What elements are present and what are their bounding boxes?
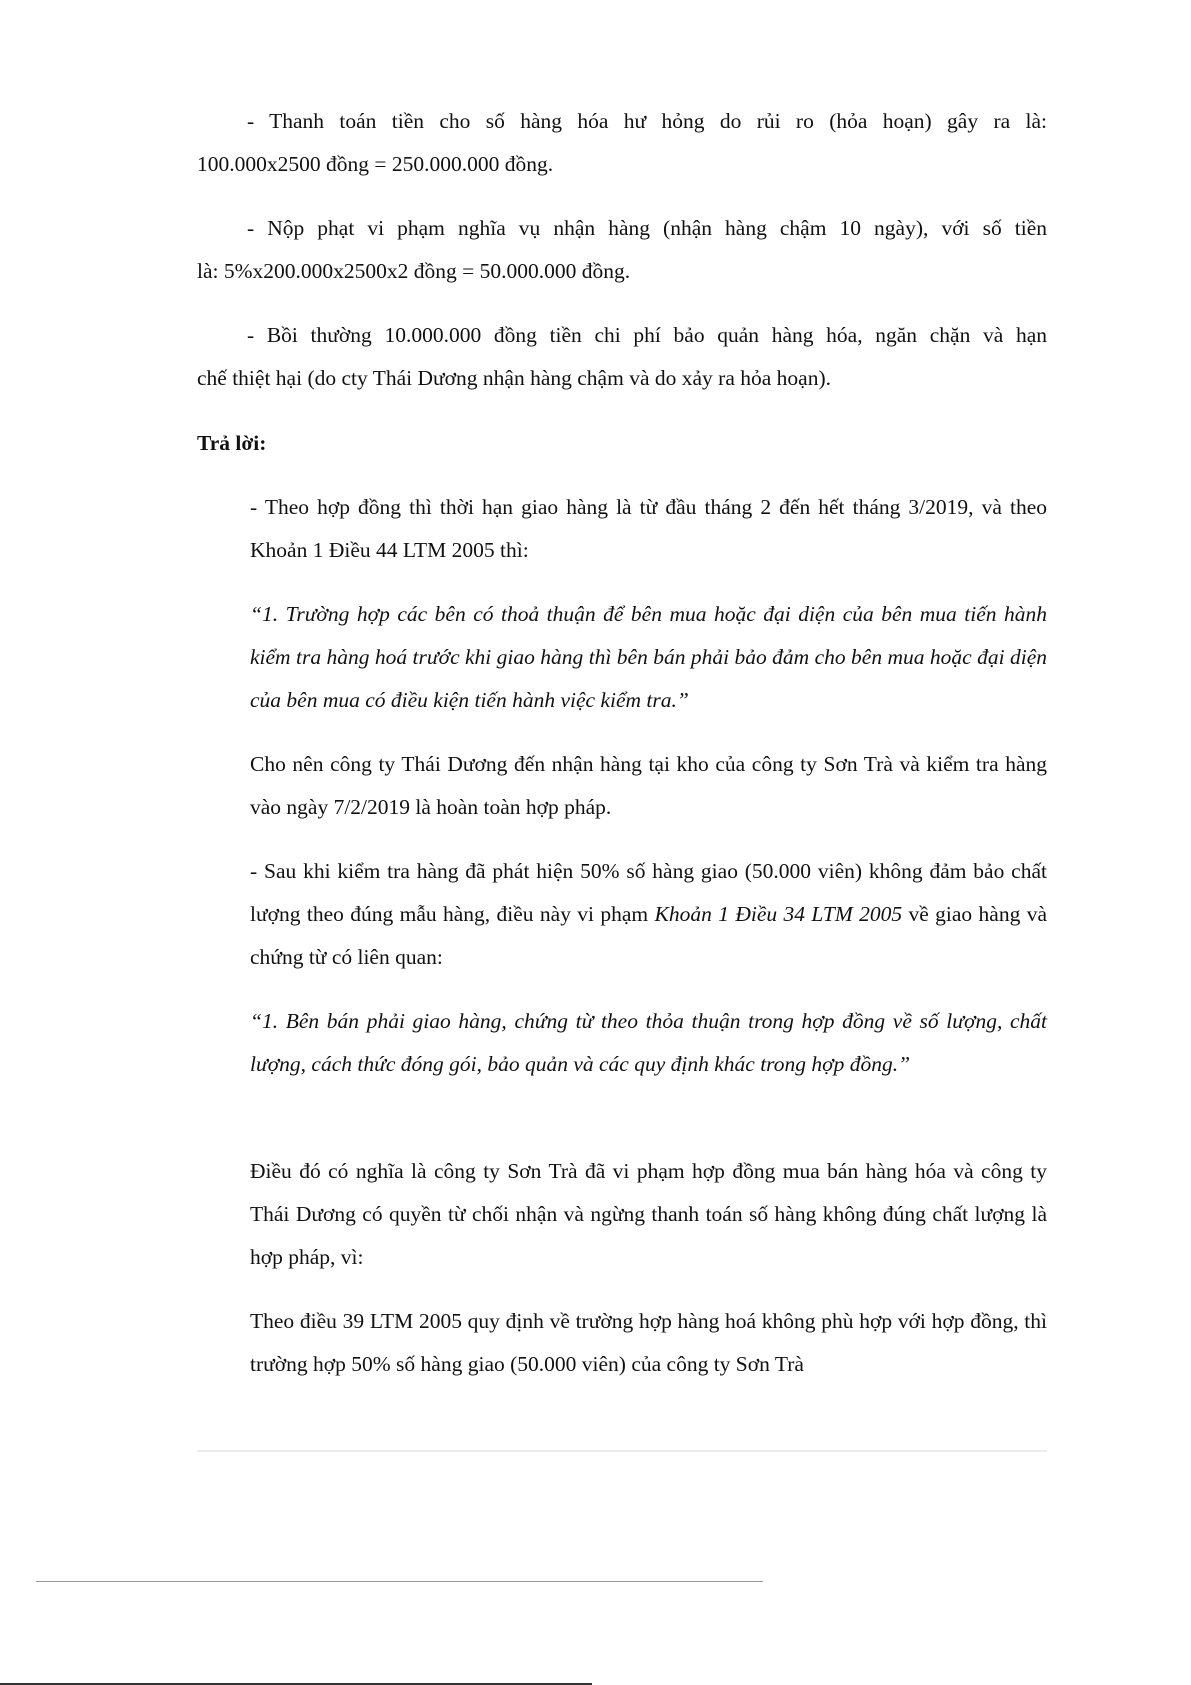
quote-article-44: “1. Trường hợp các bên có thoả thuận để bên mua hoặc đại diện của bên mua tiến hành kiểm tra hàng hoá trước khi giao hàng thì bên bán phải bảo đảm cho bên mua hoặc đại diện của bên mua có điều kiện tiến hành việc kiểm tra.”	[250, 602, 1047, 712]
compensation-line-2: chế thiệt hại (do cty Thái Dương nhận hàng chậm và do xảy ra hỏa hoạn).	[197, 366, 831, 390]
penalty-line-1: - Nộp phạt vi phạm nghĩa vụ nhận hàng (nhận hàng chậm 10 ngày), với số tiền	[247, 216, 1047, 240]
quote-article-34: “1. Bên bán phải giao hàng, chứng từ theo thỏa thuận trong hợp đồng về số lượng, chất lượng, cách thức đóng gói, bảo quản và các quy định khác trong hợp đồng.”	[250, 1009, 1047, 1076]
footer-rule	[36, 1581, 763, 1582]
answer-para-3: - Sau khi kiểm tra hàng đã phát hiện 50% số hàng giao (50.000 viên) không đảm bảo chất lượng theo đúng mẫu hàng, điều này vi phạm Khoản 1 Điều 34 LTM 2005 về giao hàng và chứng từ có liên quan:	[250, 859, 1047, 969]
answer-para-5: Theo điều 39 LTM 2005 quy định về trường hợp hàng hoá không phù hợp với hợp đồng, thì trường hợp 50% số hàng giao (50.000 viên) của công ty Sơn Trà	[250, 1309, 1047, 1376]
payment-line-1: - Thanh toán tiền cho số hàng hóa hư hỏng do rủi ro (hỏa hoạn) gây ra là:	[247, 109, 1047, 133]
payment-line-2: 100.000x2500 đồng = 250.000.000 đồng.	[197, 152, 554, 176]
page-divider	[197, 1450, 1047, 1452]
compensation-line-1: - Bồi thường 10.000.000 đồng tiền chi phí bảo quản hàng hóa, ngăn chặn và hạn	[247, 323, 1047, 347]
answer-para-4: Điều đó có nghĩa là công ty Sơn Trà đã vi phạm hợp đồng mua bán hàng hóa và công ty Thái Dương có quyền từ chối nhận và ngừng thanh toán số hàng không đúng chất lượng là hợp pháp, vì:	[250, 1159, 1047, 1269]
penalty-line-2: là: 5%x200.000x2500x2 đồng = 50.000.000 đồng.	[197, 259, 631, 283]
answer-para-2: Cho nên công ty Thái Dương đến nhận hàng tại kho của công ty Sơn Trà và kiểm tra hàng vào ngày 7/2/2019 là hoàn toàn hợp pháp.	[250, 752, 1047, 819]
answer-heading: Trả lời:	[197, 431, 267, 455]
law-reference: Khoản 1 Điều 34 LTM 2005	[654, 902, 903, 926]
answer-para-1: - Theo hợp đồng thì thời hạn giao hàng là từ đầu tháng 2 đến hết tháng 3/2019, và theo Khoản 1 Điều 44 LTM 2005 thì:	[250, 495, 1047, 562]
